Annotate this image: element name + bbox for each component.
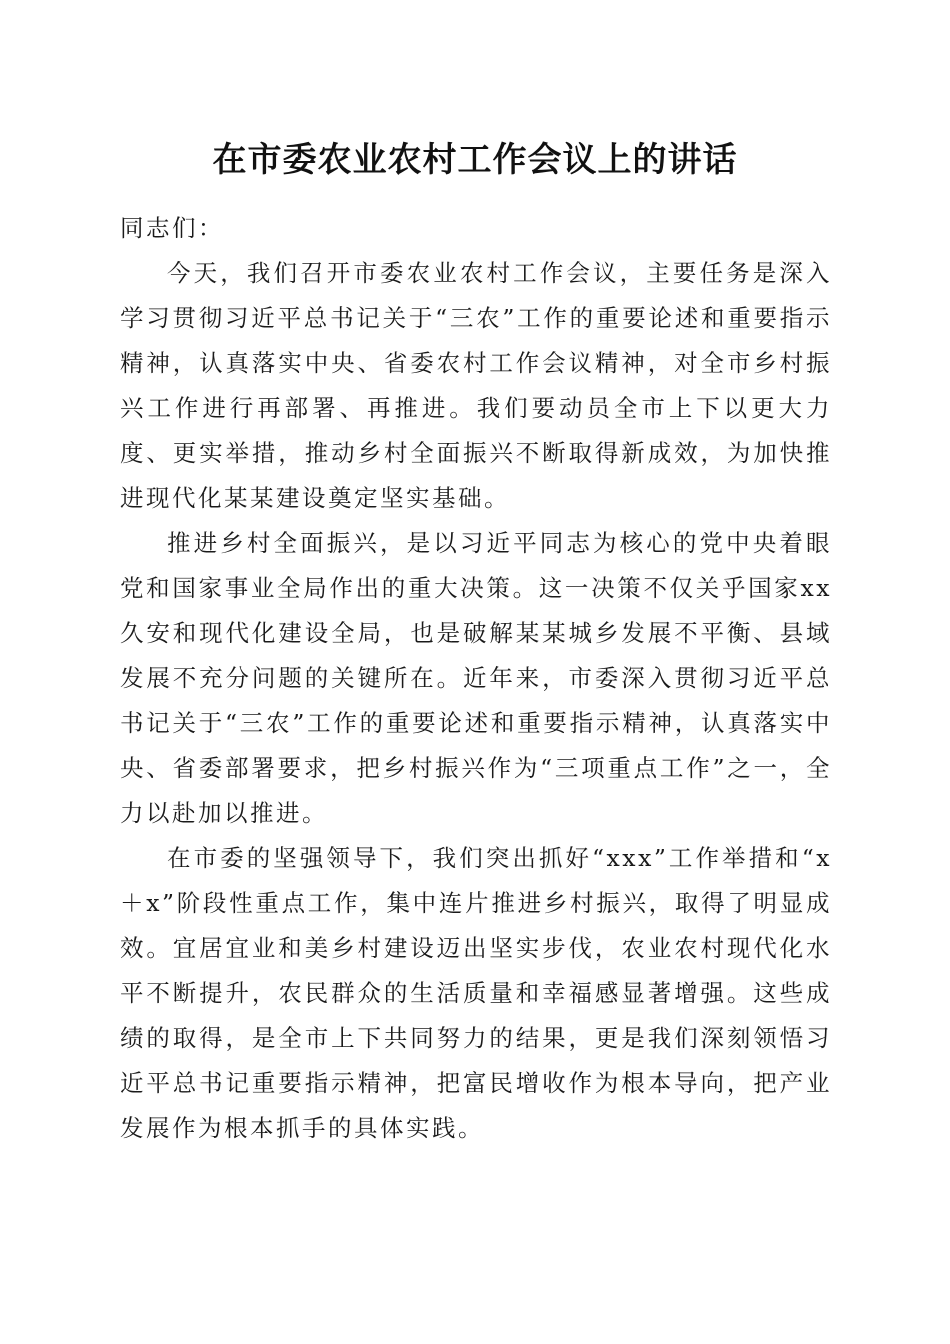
salutation: 同志们： (120, 214, 224, 242)
paragraph-2: 推进乡村全面振兴，是以习近平同志为核心的党中央着眼党和国家事业全局作出的重大决策。这一决策不仅关乎国家xx久安和现代化建设全局，也是破解某某城乡发展不平衡、县域发展不充分问题的关键所在。近年来，市委深入贯彻习近平总书记关于“三农”工作的重要论述和重要指示精神，认真落实中央、省委部署要求，把乡村振兴作为“三项重点工作”之一，全力以赴加以推进。 (120, 529, 832, 827)
paragraph-1: 今天，我们召开市委农业农村工作会议，主要任务是深入学习贯彻习近平总书记关于“三农”工作的重要论述和重要指示精神，认真落实中央、省委农村工作会议精神，对全市乡村振兴工作进行再部署、再推进。我们要动员全市上下以更大力度、更实举措，推动乡村全面振兴不断取得新成效，为加快推进现代化某某建设奠定坚实基础。 (120, 259, 832, 512)
document-title: 在市委农业农村工作会议上的讲话 (212, 140, 738, 180)
document-body (120, 206, 832, 1151)
paragraph-3: 在市委的坚强领导下，我们突出抓好“xxx”工作举措和“x＋x”阶段性重点工作，集中连片推进乡村振兴，取得了明显成效。宜居宜业和美乡村建设迈出坚实步伐，农业农村现代化水平不断提升，农民群众的生活质量和幸福感显著增强。这些成绩的取得，是全市上下共同努力的结果，更是我们深刻领悟习近平总书记重要指示精神，把富民增收作为根本导向，把产业发展作为根本抓手的具体实践。 (120, 844, 832, 1142)
